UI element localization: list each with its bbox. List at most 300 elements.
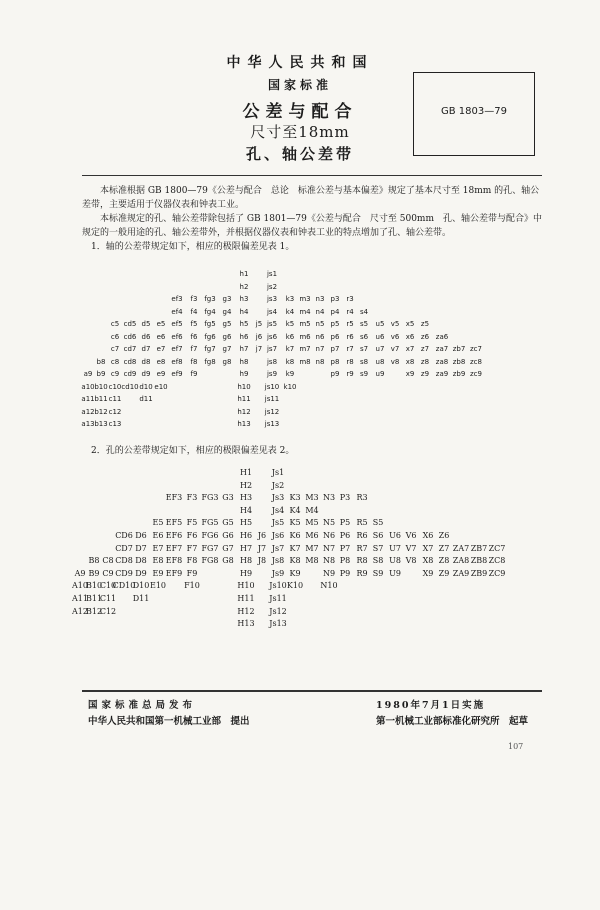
- shaft-zone-fg3: fg3: [204, 295, 216, 303]
- document-title: 公差与配合: [242, 102, 358, 122]
- hole-zone-Js13: Js13: [269, 619, 287, 629]
- hole-zone-EF8: EF8: [165, 556, 183, 566]
- shaft-zone-n7: n7: [315, 345, 325, 353]
- hole-zone-C8: C8: [102, 556, 114, 566]
- hole-zone-F10: F10: [184, 581, 200, 591]
- shaft-zone-js12: js12: [264, 407, 280, 416]
- hole-zone-U6: U6: [389, 531, 401, 540]
- shaft-zone-za6: za6: [435, 332, 449, 341]
- shaft-zone-z5: z5: [420, 320, 430, 328]
- shaft-zone-x5: x5: [405, 320, 415, 328]
- shaft-zone-m8: m8: [299, 357, 311, 366]
- shaft-zone-a12: a12: [81, 407, 95, 416]
- hole-zone-K7: K7: [289, 543, 301, 553]
- shaft-zone-cd7: cd7: [123, 345, 137, 353]
- shaft-zone-zb8: zb8: [452, 357, 466, 366]
- shaft-zone-h13: h13: [237, 420, 251, 428]
- shaft-zone-m3: m3: [299, 295, 311, 303]
- shaft-zone-r4: r4: [346, 307, 354, 316]
- shaft-zone-f4: f4: [190, 307, 198, 316]
- shaft-zone-g7: g7: [222, 345, 232, 353]
- hole-zone-M4: M4: [305, 505, 319, 515]
- shaft-zone-h1: h1: [239, 270, 249, 278]
- shaft-zone-g3: g3: [222, 295, 232, 303]
- shaft-zone-e10: e10: [154, 382, 168, 391]
- shaft-zone-u9: u9: [375, 370, 385, 378]
- shaft-zone-d5: d5: [141, 320, 151, 328]
- shaft-zone-e5: e5: [156, 320, 166, 328]
- hole-zone-N6: N6: [322, 531, 336, 540]
- shaft-zone-u8: u8: [375, 357, 385, 366]
- shaft-zone-d11: d11: [139, 395, 153, 403]
- hole-zone-R3: R3: [356, 493, 368, 503]
- hole-zone-ZA8: ZA8: [452, 556, 470, 566]
- shaft-zone-n5: n5: [315, 320, 325, 328]
- hole-zone-K9: K9: [289, 568, 301, 578]
- shaft-zone-fg4: fg4: [204, 307, 216, 316]
- hole-zone-U8: U8: [389, 556, 401, 566]
- shaft-zone-m6: m6: [299, 332, 311, 341]
- shaft-zone-cd8: cd8: [123, 357, 137, 366]
- shaft-zone-fg7: fg7: [204, 345, 216, 353]
- shaft-zone-k7: k7: [285, 345, 295, 353]
- shaft-zone-c9: c9: [110, 370, 120, 378]
- hole-zone-H9: H9: [239, 568, 253, 578]
- shaft-zone-c5: c5: [110, 320, 120, 328]
- hole-zone-M8: M8: [305, 556, 319, 566]
- hole-zone-A9: A9: [74, 568, 86, 578]
- hole-zone-K5: K5: [289, 518, 301, 528]
- shaft-zone-g5: g5: [222, 320, 232, 328]
- shaft-zone-a9: a9: [83, 370, 93, 378]
- hole-zone-E8: E8: [152, 556, 164, 566]
- hole-zone-R6: R6: [356, 531, 368, 540]
- paragraph-1: 本标准根据 GB 1800—79《公差与配合 总论 标准公差与基本偏差》规定了基本尺寸至 18mm 的孔、轴公差带，主要适用于仪器仪表和钟表工业。: [82, 186, 540, 210]
- hole-zone-S6: S6: [372, 531, 384, 540]
- hole-zone-V7: V7: [405, 543, 417, 553]
- hole-zone-C10: C10: [99, 581, 117, 591]
- hole-zone-Js12: Js12: [269, 606, 287, 616]
- shaft-zone-e8: e8: [156, 357, 166, 366]
- hole-zone-G3: G3: [222, 493, 234, 503]
- hole-zone-Js7: Js7: [271, 543, 285, 553]
- shaft-zone-js9: js9: [266, 370, 278, 378]
- shaft-zone-cd5: cd5: [123, 320, 137, 328]
- shaft-zone-u6: u6: [375, 332, 385, 341]
- shaft-zone-k3: k3: [285, 295, 295, 303]
- hole-zone-R5: R5: [356, 518, 368, 528]
- shaft-zone-v7: v7: [390, 345, 400, 353]
- shaft-zone-f5: f5: [190, 320, 198, 328]
- shaft-zone-p6: p6: [330, 332, 340, 341]
- shaft-zone-j7: j7: [255, 345, 263, 353]
- hole-zone-H6: H6: [239, 531, 253, 540]
- hole-zone-S7: S7: [372, 543, 384, 553]
- shaft-zone-zc7: zc7: [470, 345, 482, 353]
- hole-zone-ZA9: ZA9: [452, 568, 470, 578]
- hole-zone-B12: B12: [85, 606, 103, 616]
- shaft-zone-fg6: fg6: [204, 332, 216, 341]
- shaft-zone-js10: js10: [264, 382, 280, 391]
- hole-zone-C12: C12: [99, 606, 117, 616]
- shaft-zone-ef6: ef6: [171, 332, 183, 341]
- shaft-zone-js13: js13: [264, 420, 280, 428]
- shaft-zone-js5: js5: [266, 320, 278, 328]
- header-national-standard: 国家标准: [267, 78, 332, 92]
- shaft-zone-e6: e6: [156, 332, 166, 341]
- hole-zone-K8: K8: [289, 556, 301, 566]
- shaft-zone-v5: v5: [390, 320, 400, 328]
- hole-zone-M5: M5: [305, 518, 319, 528]
- hole-zone-E5: E5: [152, 518, 164, 528]
- shaft-zone-js4: js4: [266, 307, 278, 316]
- document-topic: 孔、轴公差带: [245, 145, 354, 163]
- hole-zone-A10: A10: [72, 581, 88, 591]
- hole-zone-FG3: FG3: [201, 493, 219, 503]
- shaft-zone-b10: b10: [94, 382, 108, 391]
- hole-zone-A12: A12: [72, 606, 88, 616]
- hole-zone-H13: H13: [237, 619, 255, 629]
- hole-zone-Z9: Z9: [438, 568, 450, 578]
- hole-zone-X8: X8: [422, 556, 434, 566]
- hole-zone-K6: K6: [289, 531, 301, 540]
- shaft-zone-r8: r8: [346, 357, 354, 366]
- document-subtitle: 尺寸至18mm: [250, 123, 350, 141]
- shaft-zone-b11: b11: [94, 395, 108, 403]
- shaft-zone-c6: c6: [110, 332, 120, 341]
- hole-zone-C11: C11: [99, 594, 117, 603]
- page-number: 107: [508, 742, 524, 751]
- shaft-zone-za8: za8: [435, 357, 449, 366]
- hole-zone-N5: N5: [322, 518, 336, 528]
- shaft-zone-k4: k4: [285, 307, 295, 316]
- hole-zone-ZB9: ZB9: [470, 568, 488, 578]
- hole-zone-X9: X9: [422, 568, 434, 578]
- hole-zone-G7: G7: [222, 543, 234, 553]
- hole-zone-K10: K10: [286, 581, 304, 591]
- shaft-zone-s7: s7: [359, 345, 369, 353]
- paragraph-2: 本标准规定的孔、轴公差带除包括了 GB 1801—79《公差与配合 尺寸至 500mm 孔、轴公差带与配合》中规定的一般用途的孔、轴公差带外，并根据仪器仪表和钟表工业的特点增加了孔、轴公差带。: [82, 214, 542, 238]
- shaft-zone-a13: a13: [81, 420, 95, 428]
- hole-zone-U9: U9: [389, 568, 401, 578]
- hole-zone-H12: H12: [237, 606, 255, 616]
- shaft-zone-h9: h9: [239, 370, 249, 378]
- hole-zone-CD8: CD8: [115, 556, 133, 566]
- shaft-zone-r5: r5: [346, 320, 354, 328]
- shaft-zone-a10: a10: [81, 382, 95, 391]
- shaft-zone-v8: v8: [390, 357, 400, 366]
- shaft-zone-z6: z6: [420, 332, 430, 341]
- hole-zone-H10: H10: [237, 581, 255, 591]
- shaft-zone-f9: f9: [190, 370, 198, 378]
- hole-zone-G5: G5: [222, 518, 234, 528]
- hole-zone-F3: F3: [186, 493, 198, 503]
- hole-zone-G6: G6: [222, 531, 234, 540]
- hole-zone-Js2: Js2: [271, 480, 285, 490]
- shaft-zone-c13: c13: [108, 420, 122, 428]
- shaft-zone-h7: h7: [239, 345, 249, 353]
- shaft-zone-k10: k10: [283, 382, 297, 391]
- standard-number: GB 1803—79: [441, 106, 507, 117]
- hole-zone-D11: D11: [132, 594, 150, 603]
- shaft-zone-z9: z9: [420, 370, 430, 378]
- shaft-zone-x8: x8: [405, 357, 415, 366]
- hole-zone-Js11: Js11: [269, 594, 287, 603]
- hole-zone-ZB7: ZB7: [470, 543, 488, 553]
- hole-zone-Js10: Js10: [269, 581, 287, 591]
- shaft-zone-n6: n6: [315, 332, 325, 341]
- hole-zone-P5: P5: [339, 518, 351, 528]
- hole-zone-B8: B8: [88, 556, 100, 566]
- shaft-zone-js11: js11: [264, 395, 280, 403]
- shaft-zone-x6: x6: [405, 332, 415, 341]
- hole-zone-P6: P6: [339, 531, 351, 540]
- hole-zone-Z6: Z6: [438, 531, 450, 540]
- hole-zone-X7: X7: [422, 543, 434, 553]
- hole-zone-P9: P9: [339, 568, 351, 578]
- hole-zone-FG8: FG8: [201, 556, 219, 566]
- shaft-zone-js2: js2: [266, 282, 278, 291]
- hole-zone-B10: B10: [85, 581, 103, 591]
- hole-zone-E7: E7: [152, 543, 164, 553]
- hole-zone-F8: F8: [186, 556, 198, 566]
- hole-zone-Z8: Z8: [438, 556, 450, 566]
- hole-zone-N9: N9: [322, 568, 336, 578]
- hole-zone-CD9: CD9: [115, 568, 133, 578]
- hole-zone-N3: N3: [322, 493, 336, 503]
- shaft-zone-zc9: zc9: [470, 370, 482, 378]
- shaft-zone-g6: g6: [222, 332, 232, 341]
- hole-zone-EF3: EF3: [165, 493, 183, 503]
- shaft-zone-js6: js6: [266, 332, 278, 341]
- shaft-zone-b8: b8: [96, 357, 106, 366]
- hole-zone-K4: K4: [289, 505, 301, 515]
- hole-zone-H11: H11: [237, 594, 255, 603]
- shaft-zone-x7: x7: [405, 345, 415, 353]
- shaft-zone-e7: e7: [156, 345, 166, 353]
- hole-zone-H2: H2: [239, 480, 253, 490]
- shaft-zone-js3: js3: [266, 295, 278, 303]
- shaft-zone-b12: b12: [94, 407, 108, 416]
- shaft-zone-ef9: ef9: [171, 370, 183, 378]
- hole-zone-CD7: CD7: [115, 543, 133, 553]
- shaft-zone-z7: z7: [420, 345, 430, 353]
- shaft-zone-d8: d8: [141, 357, 151, 366]
- footer-issuer: 国家标准总局发布: [88, 700, 197, 711]
- hole-zone-V8: V8: [405, 556, 417, 566]
- hole-zone-D9: D9: [135, 568, 147, 578]
- shaft-zone-p7: p7: [330, 345, 340, 353]
- hole-zone-P7: P7: [339, 543, 351, 553]
- shaft-zone-m4: m4: [299, 307, 311, 316]
- footer-rule: [82, 690, 542, 692]
- shaft-zone-e9: e9: [156, 370, 166, 378]
- hole-zone-Z7: Z7: [438, 543, 450, 553]
- hole-zone-F5: F5: [186, 518, 198, 528]
- shaft-zone-s8: s8: [359, 357, 369, 366]
- shaft-zone-r6: r6: [346, 332, 354, 341]
- shaft-zone-ef4: ef4: [171, 307, 183, 316]
- shaft-zone-g4: g4: [222, 307, 232, 316]
- shaft-zone-za7: za7: [435, 345, 449, 353]
- hole-zone-V6: V6: [405, 531, 417, 540]
- hole-zone-H1: H1: [239, 468, 253, 477]
- hole-zone-Js8: Js8: [271, 556, 285, 566]
- hole-zone-EF6: EF6: [165, 531, 183, 540]
- footer-date: 1980年7月1日实施: [376, 700, 486, 711]
- shaft-zone-k6: k6: [285, 332, 295, 341]
- hole-zone-R8: R8: [356, 556, 368, 566]
- shaft-zone-zc8: zc8: [470, 357, 482, 366]
- shaft-zone-h10: h10: [237, 382, 251, 391]
- hole-zone-CD6: CD6: [115, 531, 133, 540]
- footer-drafter: 第一机械工业部标准化研究所 起草: [376, 716, 529, 727]
- hole-zone-B9: B9: [88, 568, 100, 578]
- hole-zone-ZB8: ZB8: [470, 556, 488, 566]
- hole-zone-EF7: EF7: [165, 543, 183, 553]
- hole-zone-ZC7: ZC7: [488, 543, 506, 553]
- shaft-zone-f3: f3: [190, 295, 198, 303]
- hole-zone-J7: J7: [257, 543, 267, 553]
- shaft-zone-s9: s9: [359, 370, 369, 378]
- hole-zone-S5: S5: [372, 518, 384, 528]
- hole-zone-F7: F7: [186, 543, 198, 553]
- hole-zone-B11: B11: [85, 594, 103, 603]
- hole-zone-Js6: Js6: [271, 531, 285, 540]
- hole-zone-X6: X6: [422, 531, 434, 540]
- shaft-zone-d7: d7: [141, 345, 151, 353]
- hole-zone-F9: F9: [186, 568, 198, 578]
- shaft-zone-c8: c8: [110, 357, 120, 366]
- shaft-zone-j6: j6: [255, 332, 263, 341]
- shaft-zone-za9: za9: [435, 370, 449, 378]
- shaft-zone-n3: n3: [315, 295, 325, 303]
- hole-zone-ZC9: ZC9: [488, 568, 506, 578]
- shaft-zone-r9: r9: [346, 370, 354, 378]
- shaft-zone-zb9: zb9: [452, 370, 466, 378]
- hole-zone-H8: H8: [239, 556, 253, 566]
- hole-zone-C9: C9: [102, 568, 114, 578]
- shaft-zone-h4: h4: [239, 307, 249, 316]
- shaft-zone-m5: m5: [299, 320, 311, 328]
- shaft-zone-f6: f6: [190, 332, 198, 341]
- shaft-zone-js1: js1: [266, 270, 278, 278]
- shaft-zone-fg5: fg5: [204, 320, 216, 328]
- shaft-zone-m7: m7: [299, 345, 311, 353]
- shaft-zone-s6: s6: [359, 332, 369, 341]
- hole-zone-E10: E10: [149, 581, 167, 591]
- shaft-zone-d10: d10: [139, 382, 153, 391]
- hole-zone-S9: S9: [372, 568, 384, 578]
- shaft-zone-c12: c12: [108, 407, 122, 416]
- hole-zone-R9: R9: [356, 568, 368, 578]
- shaft-zone-ef5: ef5: [171, 320, 183, 328]
- hole-zone-J6: J6: [257, 531, 267, 540]
- hole-zone-EF5: EF5: [165, 518, 183, 528]
- shaft-zone-p4: p4: [330, 307, 340, 316]
- hole-zone-P8: P8: [339, 556, 351, 566]
- hole-zone-F6: F6: [186, 531, 198, 540]
- shaft-zone-z8: z8: [420, 357, 430, 366]
- shaft-zone-p9: p9: [330, 370, 340, 378]
- footer-proposer: 中华人民共和国第一机械工业部 提出: [88, 716, 250, 727]
- shaft-zone-fg8: fg8: [204, 357, 216, 366]
- shaft-zone-n4: n4: [315, 307, 325, 316]
- shaft-zone-ef8: ef8: [171, 357, 183, 366]
- shaft-zone-zb7: zb7: [452, 345, 466, 353]
- hole-zone-D8: D8: [135, 556, 147, 566]
- hole-zone-H7: H7: [239, 543, 253, 553]
- hole-zone-H5: H5: [239, 518, 253, 528]
- shaft-zone-c11: c11: [108, 395, 122, 403]
- shaft-zone-ef7: ef7: [171, 345, 183, 353]
- shaft-zone-cd10: cd10: [121, 382, 139, 391]
- shaft-zone-js7: js7: [266, 345, 278, 353]
- shaft-zone-r7: r7: [346, 345, 354, 353]
- hole-zone-D6: D6: [135, 531, 147, 540]
- hole-zone-S8: S8: [372, 556, 384, 566]
- hole-zone-CD10: CD10: [112, 581, 136, 591]
- hole-zone-G8: G8: [222, 556, 234, 566]
- section-1-heading: 1．轴的公差带规定如下，相应的极限偏差见表 1。: [91, 242, 295, 252]
- shaft-zone-js8: js8: [266, 357, 278, 366]
- hole-zone-A11: A11: [72, 594, 88, 603]
- shaft-zone-c7: c7: [110, 345, 120, 353]
- shaft-zone-k9: k9: [285, 370, 295, 378]
- shaft-zone-k8: k8: [285, 357, 295, 366]
- shaft-zone-d9: d9: [141, 370, 151, 378]
- shaft-zone-h12: h12: [237, 407, 251, 416]
- hole-zone-Js4: Js4: [271, 505, 285, 515]
- shaft-zone-u5: u5: [375, 320, 385, 328]
- shaft-zone-r3: r3: [346, 295, 354, 303]
- shaft-zone-d6: d6: [141, 332, 151, 341]
- shaft-zone-h3: h3: [239, 295, 249, 303]
- shaft-zone-f8: f8: [190, 357, 198, 366]
- shaft-zone-k5: k5: [285, 320, 295, 328]
- shaft-zone-f7: f7: [190, 345, 198, 353]
- hole-zone-N8: N8: [322, 556, 336, 566]
- hole-zone-H4: H4: [239, 505, 253, 515]
- hole-zone-M7: M7: [305, 543, 319, 553]
- hole-zone-E9: E9: [152, 568, 164, 578]
- shaft-zone-p8: p8: [330, 357, 340, 366]
- shaft-zone-h11: h11: [237, 395, 251, 403]
- hole-zone-FG7: FG7: [201, 543, 219, 553]
- hole-zone-E6: E6: [152, 531, 164, 540]
- hole-zone-ZC8: ZC8: [488, 556, 506, 566]
- hole-zone-U7: U7: [389, 543, 401, 553]
- hole-zone-M3: M3: [305, 493, 319, 503]
- hole-zone-M6: M6: [305, 531, 319, 540]
- shaft-zone-h8: h8: [239, 357, 249, 366]
- hole-zone-H3: H3: [239, 493, 253, 503]
- shaft-zone-c10: c10: [108, 382, 122, 391]
- shaft-zone-p5: p5: [330, 320, 340, 328]
- shaft-zone-h5: h5: [239, 320, 249, 328]
- hole-zone-Js5: Js5: [271, 518, 285, 528]
- hole-zone-N10: N10: [320, 581, 338, 591]
- shaft-zone-ef3: ef3: [171, 295, 183, 303]
- hole-zone-Js1: Js1: [271, 468, 285, 477]
- shaft-zone-cd9: cd9: [123, 370, 137, 378]
- shaft-zone-v6: v6: [390, 332, 400, 341]
- shaft-zone-j5: j5: [255, 320, 263, 328]
- shaft-zone-cd6: cd6: [123, 332, 137, 341]
- hole-zone-FG5: FG5: [201, 518, 219, 528]
- header-country: 中华人民共和国: [226, 55, 374, 71]
- hole-zone-P3: P3: [339, 493, 351, 503]
